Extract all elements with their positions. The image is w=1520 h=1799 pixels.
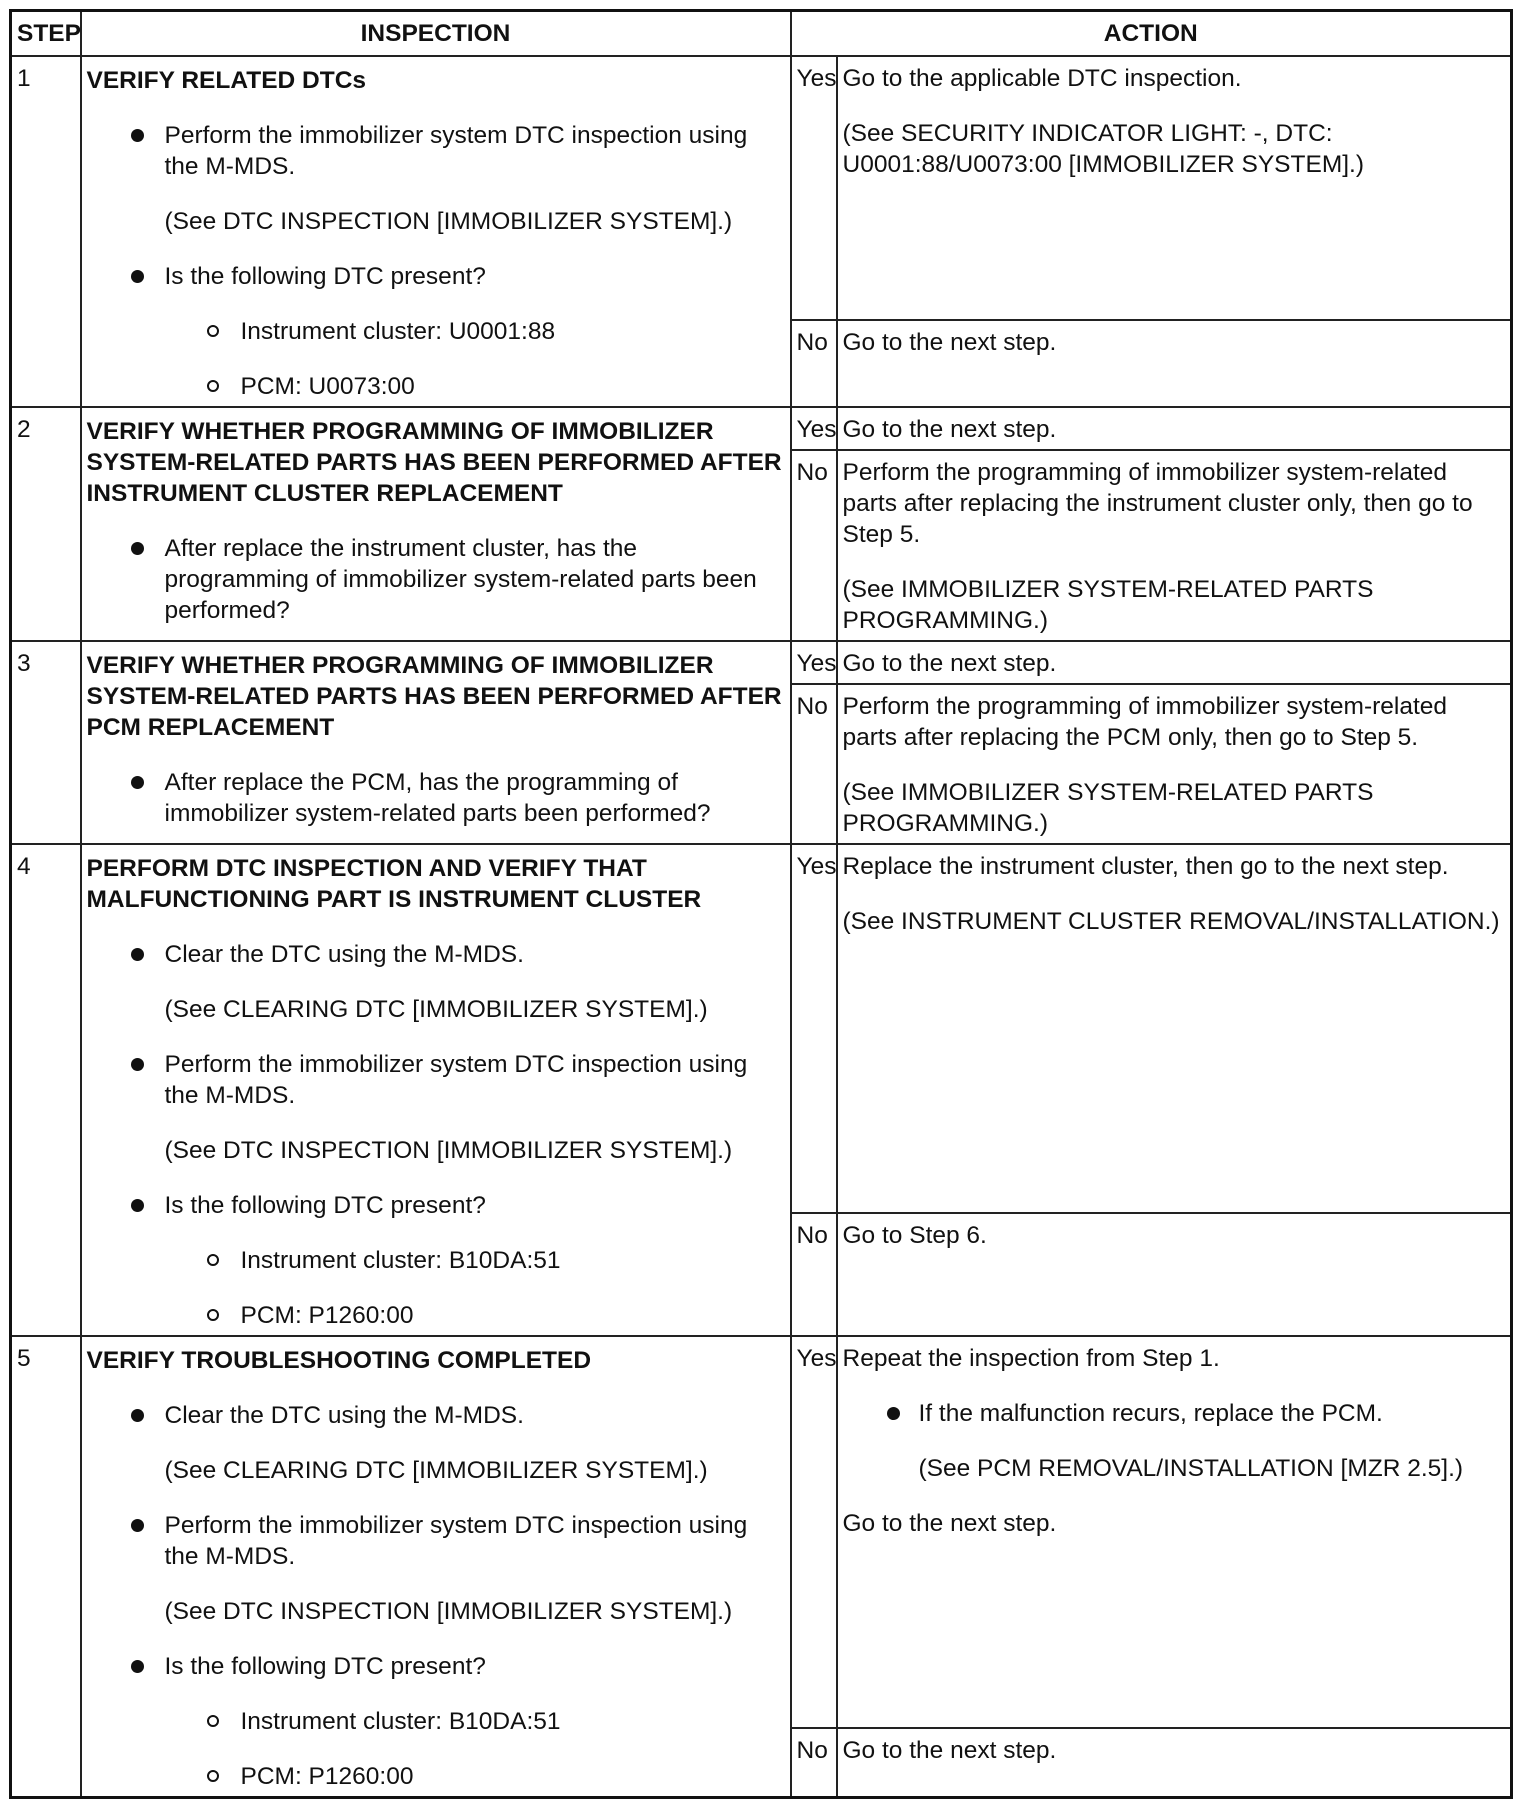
action-no-cell bbox=[837, 1213, 1512, 1336]
action-text: Repeat the inspection from Step 1. bbox=[842, 1345, 1220, 1372]
yes-label: Yes bbox=[791, 641, 837, 684]
reference-link[interactable]: (See CLEARING DTC [IMMOBILIZER SYSTEM].) bbox=[164, 996, 708, 1023]
action-no-cell bbox=[837, 684, 1512, 844]
bullet-icon bbox=[131, 542, 144, 555]
bullet-item: Perform the immobilizer system DTC inspection using the M-MDS. bbox=[87, 1510, 785, 1572]
sub-bullet-item: PCM: P1260:00 bbox=[87, 1300, 785, 1331]
bullet-item: Is the following DTC present? bbox=[87, 261, 785, 292]
step-number: 3 bbox=[11, 641, 81, 844]
inspection-cell bbox=[81, 844, 791, 1336]
no-label: No bbox=[791, 1728, 837, 1798]
action-yes-cell bbox=[837, 641, 1512, 684]
reference-link[interactable]: (See SECURITY INDICATOR LIGHT: -, DTC: U0001:88/U0073:00 [IMMOBILIZER SYSTEM].) bbox=[842, 120, 1365, 178]
reference-link[interactable]: (See DTC INSPECTION [IMMOBILIZER SYSTEM].) bbox=[164, 208, 733, 235]
sub-bullet-item: PCM: P1260:00 bbox=[87, 1761, 785, 1792]
bullet-icon bbox=[131, 129, 144, 142]
table-row bbox=[11, 56, 1512, 320]
no-label: No bbox=[791, 320, 837, 408]
yes-label: Yes bbox=[791, 1336, 837, 1728]
no-label: No bbox=[791, 450, 837, 641]
sub-bullet-item: Instrument cluster: B10DA:51 bbox=[87, 1706, 785, 1737]
yes-label: Yes bbox=[791, 407, 837, 450]
sub-bullet-item: Instrument cluster: U0001:88 bbox=[87, 316, 785, 347]
bullet-item: Is the following DTC present? bbox=[87, 1190, 785, 1221]
step-title: VERIFY TROUBLESHOOTING COMPLETED bbox=[86, 1347, 592, 1374]
step-title: PERFORM DTC INSPECTION AND VERIFY THAT MALFUNCTIONING PART IS INSTRUMENT CLUSTER bbox=[86, 855, 702, 913]
header-action: ACTION bbox=[791, 11, 1512, 57]
sub-bullet-item: Instrument cluster: B10DA:51 bbox=[87, 1245, 785, 1276]
action-text: Go to Step 6. bbox=[842, 1222, 987, 1249]
bullet-item: Perform the immobilizer system DTC inspection using the M-MDS. bbox=[87, 1049, 785, 1111]
bullet-icon bbox=[131, 1199, 144, 1212]
circle-bullet-icon bbox=[207, 1254, 219, 1266]
action-no-cell bbox=[837, 450, 1512, 641]
action-no-cell bbox=[837, 320, 1512, 408]
table-row bbox=[11, 407, 1512, 450]
inspection-cell bbox=[81, 1336, 791, 1798]
step-title: VERIFY WHETHER PROGRAMMING OF IMMOBILIZER SYSTEM-RELATED PARTS HAS BEEN PERFORMED AFTER PCM REPLACEMENT bbox=[86, 652, 782, 741]
action-yes-cell bbox=[837, 844, 1512, 1213]
bullet-item: Clear the DTC using the M-MDS. bbox=[87, 939, 785, 970]
circle-bullet-icon bbox=[207, 325, 219, 337]
bullet-icon bbox=[131, 1058, 144, 1071]
circle-bullet-icon bbox=[207, 1309, 219, 1321]
reference-link[interactable]: (See INSTRUMENT CLUSTER REMOVAL/INSTALLATION.) bbox=[842, 908, 1500, 935]
reference-link[interactable]: (See DTC INSPECTION [IMMOBILIZER SYSTEM].) bbox=[164, 1137, 733, 1164]
no-label: No bbox=[791, 1213, 837, 1336]
action-text: Go to the applicable DTC inspection. bbox=[842, 65, 1242, 92]
inspection-cell bbox=[81, 407, 791, 641]
action-text: Go to the next step. bbox=[842, 416, 1057, 443]
circle-bullet-icon bbox=[207, 1715, 219, 1727]
circle-bullet-icon bbox=[207, 1770, 219, 1782]
yes-label: Yes bbox=[791, 56, 837, 320]
action-yes-cell bbox=[837, 407, 1512, 450]
no-label: No bbox=[791, 684, 837, 844]
table-row bbox=[11, 1336, 1512, 1728]
table-row bbox=[11, 641, 1512, 684]
reference-link[interactable]: (See IMMOBILIZER SYSTEM-RELATED PARTS PROGRAMMING.) bbox=[842, 576, 1374, 634]
action-text: Perform the programming of immobilizer system-related parts after replacing the PCM only, then go to Step 5. bbox=[842, 693, 1448, 751]
yes-label: Yes bbox=[791, 844, 837, 1213]
circle-bullet-icon bbox=[207, 380, 219, 392]
reference-link[interactable]: (See PCM REMOVAL/INSTALLATION [MZR 2.5].) bbox=[918, 1455, 1464, 1482]
action-text: Go to the next step. bbox=[842, 650, 1057, 677]
step-number: 4 bbox=[11, 844, 81, 1336]
step-title: VERIFY WHETHER PROGRAMMING OF IMMOBILIZER SYSTEM-RELATED PARTS HAS BEEN PERFORMED AFTER INSTRUMENT CLUSTER REPLACEMENT bbox=[86, 418, 782, 507]
header-step: STEP bbox=[11, 11, 81, 57]
bullet-icon bbox=[131, 948, 144, 961]
step-number: 5 bbox=[11, 1336, 81, 1798]
bullet-icon bbox=[131, 1519, 144, 1532]
reference-link[interactable]: (See DTC INSPECTION [IMMOBILIZER SYSTEM].) bbox=[164, 1598, 733, 1625]
bullet-icon bbox=[131, 270, 144, 283]
diagnostic-procedure-table bbox=[9, 9, 1513, 1799]
action-yes-cell bbox=[837, 56, 1512, 320]
inspection-cell bbox=[81, 56, 791, 407]
action-yes-cell bbox=[837, 1336, 1512, 1728]
bullet-icon bbox=[131, 1660, 144, 1673]
bullet-icon bbox=[131, 776, 144, 789]
step-number: 2 bbox=[11, 407, 81, 641]
bullet-item: After replace the instrument cluster, has the programming of immobilizer system-related parts been performed? bbox=[87, 533, 785, 626]
inspection-cell bbox=[81, 641, 791, 844]
step-number: 1 bbox=[11, 56, 81, 407]
bullet-icon bbox=[131, 1409, 144, 1422]
bullet-item: Is the following DTC present? bbox=[87, 1651, 785, 1682]
step-title: VERIFY RELATED DTCs bbox=[86, 67, 367, 94]
action-no-cell bbox=[837, 1728, 1512, 1798]
action-text: Go to the next step. bbox=[842, 1736, 1057, 1764]
action-text: Go to the next step. bbox=[842, 1510, 1057, 1537]
table-header-row bbox=[11, 11, 1512, 57]
reference-link[interactable]: (See CLEARING DTC [IMMOBILIZER SYSTEM].) bbox=[164, 1457, 708, 1484]
bullet-item: If the malfunction recurs, replace the PCM. bbox=[843, 1398, 1506, 1429]
table-row bbox=[11, 844, 1512, 1213]
bullet-icon bbox=[887, 1407, 900, 1420]
header-inspection: INSPECTION bbox=[81, 11, 791, 57]
action-text: Replace the instrument cluster, then go to the next step. bbox=[842, 853, 1449, 880]
bullet-item: Clear the DTC using the M-MDS. bbox=[87, 1400, 785, 1431]
bullet-item: After replace the PCM, has the programming of immobilizer system-related parts been performed? bbox=[87, 767, 785, 829]
sub-bullet-item: PCM: U0073:00 bbox=[87, 371, 785, 402]
bullet-item: Perform the immobilizer system DTC inspection using the M-MDS. bbox=[87, 120, 785, 182]
reference-link[interactable]: (See IMMOBILIZER SYSTEM-RELATED PARTS PROGRAMMING.) bbox=[842, 779, 1374, 837]
action-text: Go to the next step. bbox=[842, 328, 1057, 356]
action-text: Perform the programming of immobilizer system-related parts after replacing the instrument cluster only, then go to Step 5. bbox=[842, 459, 1473, 548]
